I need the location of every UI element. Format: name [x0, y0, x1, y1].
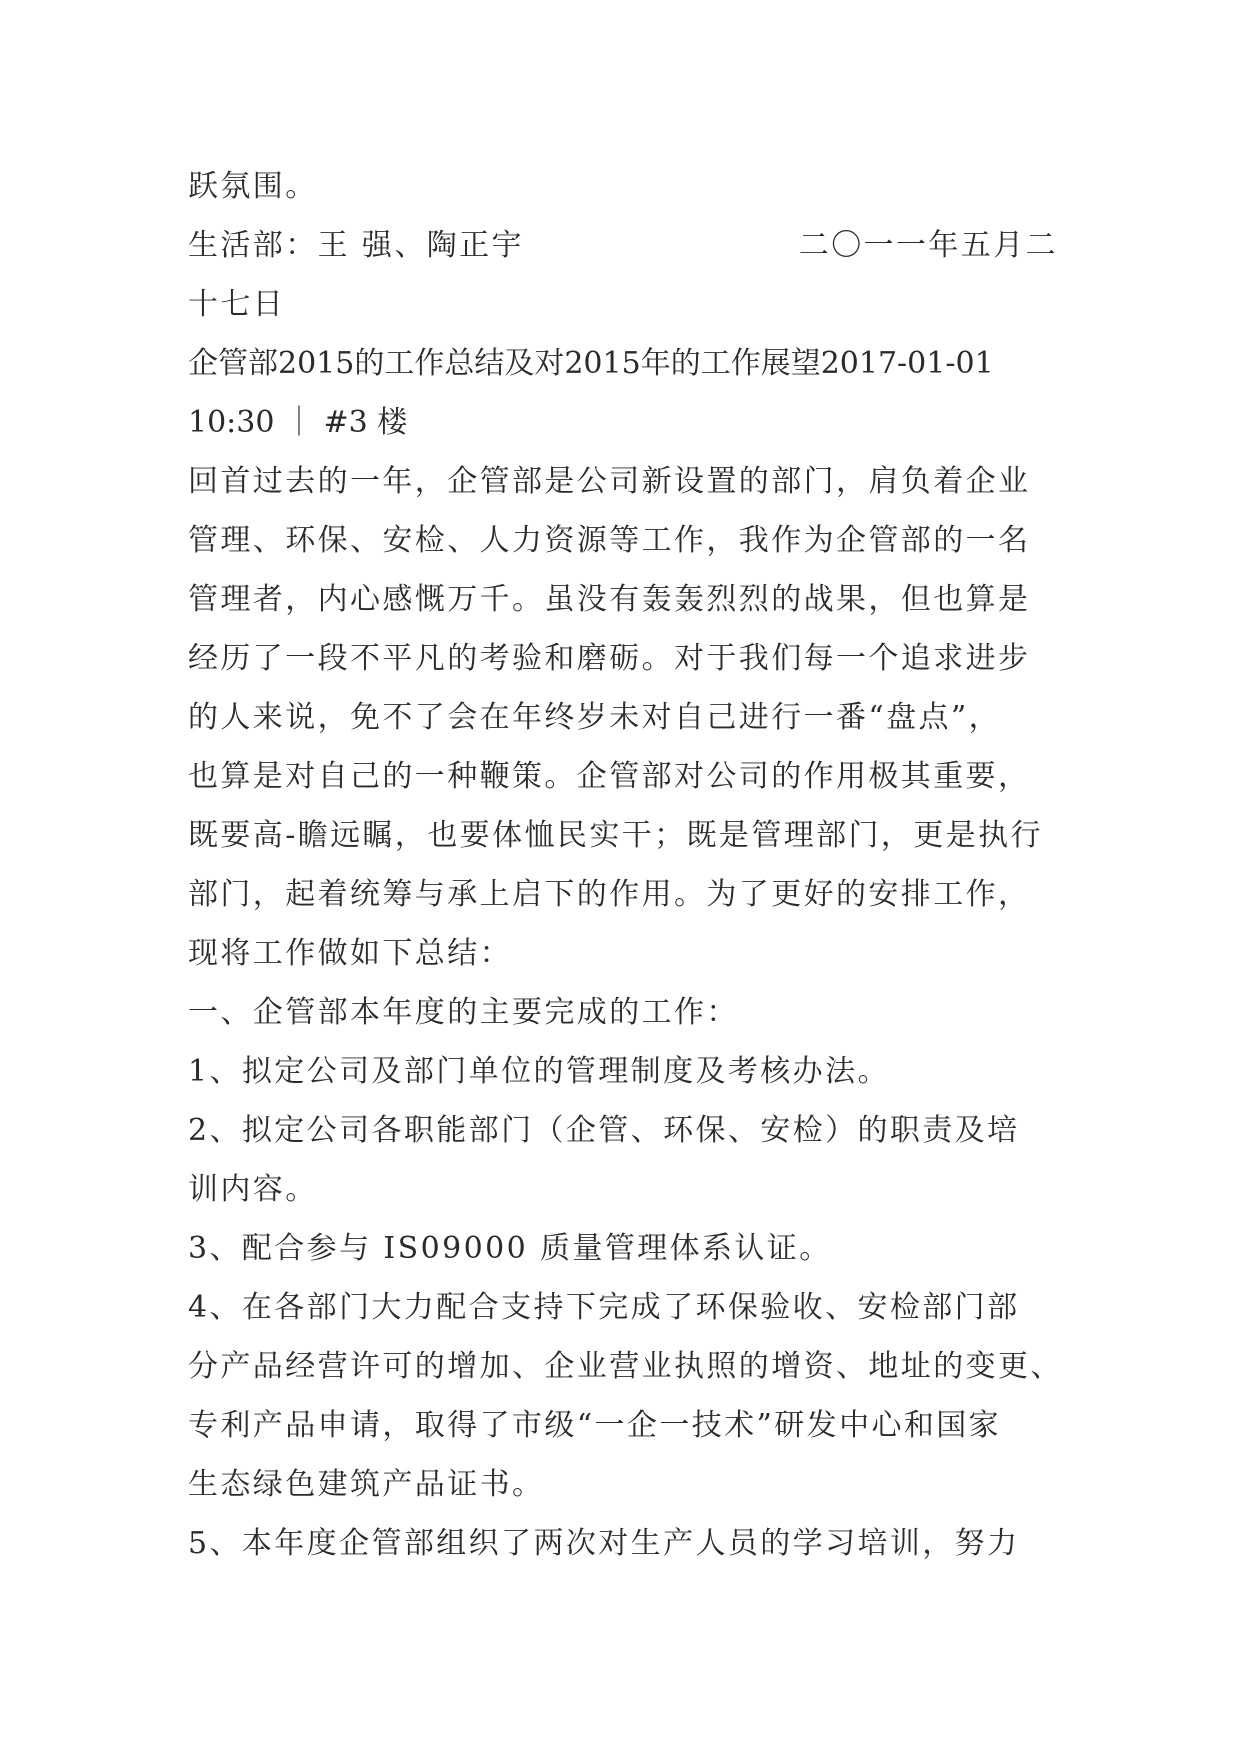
- paragraph-line: 管理者，内心感慨万千。虽没有轰轰烈烈的战果，但也算是: [188, 582, 1031, 617]
- paragraph-line: 经历了一段不平凡的考验和磨砺。对于我们每一个追求进步: [188, 641, 1031, 676]
- paragraph-line: 回首过去的一年，企管部是公司新设置的部门，肩负着企业: [188, 464, 1031, 499]
- paragraph-line: 既要高-瞻远瞩，也要体恤民实干；既是管理部门，更是执行: [188, 818, 1043, 853]
- list-item: 1、拟定公司及部门单位的管理制度及考核办法。: [188, 1054, 890, 1089]
- list-item-continuation: 训内容。: [188, 1172, 318, 1207]
- paragraph-line: 现将工作做如下总结：: [188, 936, 512, 971]
- signature-line: [188, 216, 1058, 275]
- section-heading: 一、企管部本年度的主要完成的工作：: [188, 995, 739, 1030]
- text-line: 跃氛围。: [188, 169, 318, 204]
- signature-names: 生活部：王 强、陶正宇: [188, 228, 524, 263]
- list-item-continuation: 分产品经营许可的增加、企业营业执照的增资、地址的变更、: [188, 1349, 1063, 1384]
- paragraph-line: 的人来说，免不了会在年终岁未对自己进行一番“盘点”，: [188, 700, 1002, 735]
- post-meta: 10:30 ｜ #3 楼: [188, 405, 408, 440]
- paragraph-line: 部门，起着统筹与承上启下的作用。为了更好的安排工作，: [188, 877, 1031, 912]
- list-item-continuation: 生态绿色建筑产品证书。: [188, 1467, 545, 1502]
- list-item: 4、在各部门大力配合支持下完成了环保验收、安检部门部: [188, 1290, 1020, 1325]
- article-title: 企管部2015的工作总结及对2015年的工作展望2017-01-01: [188, 346, 994, 381]
- list-item: 5、本年度企管部组织了两次对生产人员的学习培训，努力: [188, 1526, 1020, 1561]
- text-line: 十七日: [188, 287, 286, 322]
- list-item-continuation: 专利产品申请，取得了市级“一企一技术”研发中心和国家: [188, 1408, 1002, 1443]
- paragraph-line: 管理、环保、安检、人力资源等工作，我作为企管部的一名: [188, 523, 1031, 558]
- list-item: 3、配合参与 IS09000 质量管理体系认证。: [188, 1231, 832, 1266]
- document-body: [188, 157, 1063, 1573]
- list-item: 2、拟定公司各职能部门（企管、环保、安检）的职责及培: [188, 1113, 1020, 1148]
- date-text: 二〇一一年五月二: [798, 228, 1058, 263]
- paragraph-line: 也算是对自己的一种鞭策。企管部对公司的作用极其重要，: [188, 759, 1031, 794]
